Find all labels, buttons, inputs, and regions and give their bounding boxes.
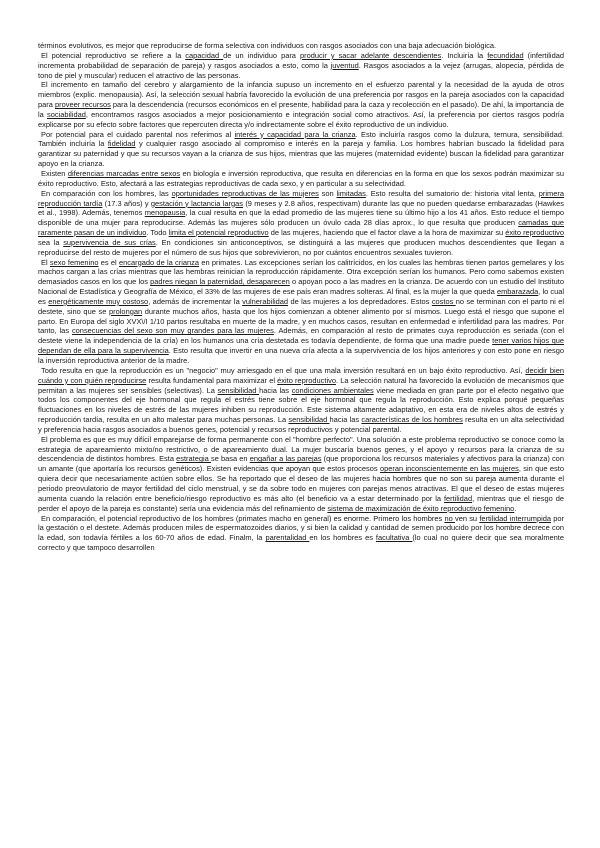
paragraph [38, 80, 564, 129]
text-run: (lo cual no quiere decir que sea moralmente correcto y que tampoco desarrollen [38, 533, 564, 553]
text-run: por la gestación o el destete. Además producen miles de espermatozoides diarios, y si bien la calidad y cantidad de semen producido por los hombre decrece con la edad, son todavía fértiles a los 60-70 años de edad. Finalm, la [38, 513, 564, 543]
underlined-text: fertilidad interrumpida [479, 513, 551, 523]
underlined-text: encargado de la crianza [119, 257, 200, 267]
text-run: Todo resulta en que la reproducción es un "negocio" muy arriesgado en el que una mala inversión resultará en un bajo éxito reproductivo. Así, [41, 365, 526, 375]
text-run: sea la [38, 237, 64, 247]
text-run: . Además, en comparación al resto de primates cuya reproducción es seriada (con el destete viene la independencia de la cría) en los humanos una cría destetada es todavía dependiente, de forma que una madre puede [38, 326, 564, 346]
document-body [38, 41, 564, 553]
underlined-text: limitadas [336, 188, 366, 198]
text-run: . Rasgos asociados a la vejez (arrugas, alopecia, pérdida de tono de piel y muscular) reducen el atractivo de las personas. [38, 60, 564, 80]
underlined-text: limita el potencial reproductivo [168, 228, 269, 238]
underlined-text: sociabilidad [47, 109, 86, 119]
underlined-text: sensibilidad [288, 415, 330, 425]
underlined-text: fertilidad [443, 493, 473, 503]
text-run: términos evolutivos, es mejor que reproducirse de forma selectiva con individuos con rasgos asociados con una baja adecuación biológica. [38, 41, 497, 50]
paragraph [38, 258, 564, 366]
text-run: El potencial reproductivo se refiere a la [41, 50, 186, 60]
underlined-text: interés y capacidad para la crianza [234, 129, 356, 139]
underlined-text: diferencias marcadas entre sexos [67, 168, 181, 178]
underlined-text: gestación y lactancia largas [150, 198, 244, 208]
text-run: . Esto incluiría rasgos como la dulzura, ternura, sensibilidad. También incluiría la [38, 129, 564, 149]
paragraph [38, 366, 564, 435]
underlined-text: costos [431, 296, 456, 306]
underlined-text: decidir bien cuándo y con quién reproducirse [38, 365, 564, 385]
underlined-text: engañar a las parejas [249, 454, 322, 464]
text-run: hacia las [259, 385, 292, 395]
text-run: (17.3 años) y [102, 198, 151, 208]
underlined-text: parentalidad [265, 533, 310, 543]
text-run: En comparación, el potencial reproductivo de los hombres (primates macho en general) es enorme. Primero los hombres [41, 513, 445, 523]
text-run: Existen [41, 168, 68, 178]
underlined-text: oportunidades reproductivas de las mujeres [171, 188, 319, 198]
underlined-text: sexo femenino [49, 257, 99, 267]
underlined-text: características de los hombres [361, 415, 463, 425]
text-run: El incremento en tamaño del cerebro y alargamiento de la infancia supuso un incremento en el esfuerzo parental y la necesidad de la ayuda de otros miembros (explic. menopausia). Así, la selección sexual habría favorecido la evolución de una preferencia por rasgos en la pareja asociados con la capacidad para [38, 80, 564, 110]
text-run: de las mujeres a los depredadores. Estos [288, 296, 432, 306]
text-run: hacia las [329, 415, 362, 425]
underlined-text: sistema de maximización de éxito reproductivo femenino [327, 503, 515, 513]
underlined-text: padres niegan la paternidad, desaparecen [150, 277, 290, 287]
text-run: viene mediada en gran parte por el efecto negativo que todos los componentes del eje hormonal que regula el estrés tiene sobre el eje hormonal que regula la reproducción. Esto explica porqué pequeñas fluctuaciones en los niveles de estrés de las mujeres inhiben su reproducción. Este sistema altamente adaptativo, en esta era de niveles altos de estrés y reproducción tardía, resulta en un alto malestar para muchas personas. La [38, 385, 565, 425]
underlined-text: vulnerabilidad [242, 296, 289, 306]
underlined-text: supervivencia de sus crías [63, 237, 156, 247]
text-run: , lo cual es [38, 287, 564, 306]
text-run: (que proporciona los recursos materiales y afectivos para la crianza) con un amante (que aportaría los recursos genéticos). Existen evidencias que apoyan que estos procesos [38, 454, 564, 474]
underlined-text: menopausia [144, 208, 186, 218]
text-run: no se terminan con el parto ni el destete, sino que se [38, 296, 565, 316]
underlined-text: condiciones ambientales [291, 385, 374, 395]
text-run: de las mujeres, haciendo que el factor clave a la hora de maximizar su [268, 228, 506, 238]
text-run: durante muchos años, hasta que los hijos comienzan a obtener alimento por sí mismos. Luego está el riesgo que supone el parto. En Europa del siglo XVX\/I 1/10 partos resultaba en muerte de la madre, y en muchos casos, resultan en enfermedad e infertilidad para las madres. Por tanto, las [38, 306, 564, 336]
text-run: y cualquier rasgo asociado al compromiso e interés en la pareja y familia. Los hombres habrían buscado la fidelidad para garantizar su paternidad y que su recursos vayan a la crianza de sus hijos, mientras que las mujeres (maternidad evidente) buscan la fidelidad para garantizar apoyo en la crianza. [38, 139, 564, 169]
text-run: se basa en [210, 454, 250, 464]
text-run: . Esto resulta del sumatorio de: historia vital lenta, [365, 188, 539, 198]
underlined-text: primera reproducción tardía [38, 188, 564, 208]
text-run: El [41, 257, 50, 267]
paragraph [38, 51, 564, 81]
text-run: (9 meses y 2.8 años, respectivam) durante las que no pueden quedarse embarazadas (Hawkes et al., 1998). Además, tenemos [38, 198, 565, 218]
paragraph [38, 435, 564, 514]
text-run: resulta fundamental para maximizar el [146, 375, 278, 385]
underlined-text: energéticamente muy costoso [48, 296, 149, 306]
paragraph [38, 169, 564, 189]
underlined-text: tener varios hijos que dependan de ella para la supervivencia [38, 336, 565, 356]
underlined-text: estrategia [176, 454, 211, 464]
text-run: . [514, 503, 517, 513]
underlined-text: fidelidad [107, 139, 136, 149]
underlined-text: no [444, 513, 455, 523]
underlined-text: juventud [330, 60, 359, 70]
underlined-text: proveer recursos [54, 100, 111, 110]
text-run: El problema es que es muy difícil emparejarse de forma permanente con el "hombre perfecto". Una solución a este problema reproductivo se conoce como la estrategia de apareamiento mixto/no restrictivo, o de apareamiento dual. La mujer buscaría buenos genes, y el apoyo y recursos para la crianza de su descendencia de distintos hombres. Esta [38, 434, 564, 464]
underlined-text: consecuencias del sexo son muy grandes para las mujeres [71, 326, 274, 336]
paragraph [38, 514, 564, 553]
text-run: , sin que esto quiera decir que necesariamente actúen sobre ellos. Se ha reportado que el deseo de las mujeres hacia hombres que no son su pareja aumenta durante el periodo preovulatorio de mayor fertilidad del ciclo menstrual, y se da sobre todo en mujeres con parejas menos atractivas. El que el deseo de estas mujeres aumenta cuando la relación entre beneficio/riesgo reproductivo es más alto (el beneficio va a estar determinado por la [38, 464, 564, 503]
text-run: es el [98, 257, 119, 267]
text-run: o apoyan poco a las madres en la crianza. De acuerdo con un estudio del Instituto Nacional de Estadística y Geografía de México, el 33% de las mujeres de ese país eran madres solteras. Al final, es la mujer la que queda [38, 277, 564, 297]
paragraph [38, 130, 564, 169]
underlined-text: operan inconscientemente en las mujeres [379, 464, 519, 474]
underlined-text: producir y sacar adelante descendientes [299, 50, 442, 60]
underlined-text: sensibilidad [217, 385, 260, 395]
underlined-text: prolongan [109, 306, 143, 316]
text-run: , mientras que el riesgo de perder el apoyo de la pareja es constante) sería una evidencia más del refinamiento de [38, 493, 564, 513]
text-run: . En condiciones sin anticonceptivos, se distinguirá a las mujeres que producen muchos descendientes que llegan a reproducirse del resto de mujeres por el número de sus hijos que sobrevivieron, no por cuántos encuentros sexuales tuvieron. [38, 237, 565, 257]
text-run: ven su [454, 513, 480, 523]
underlined-text: éxito reproductivo [505, 228, 564, 238]
underlined-text: éxito reproductivo [277, 375, 336, 385]
text-run: en primates. Las excepciones serían los calitrícidos, en los cuales las hembras tienen partos gemelares y los machos cargan a las crías mientras que las hembras reinician la reproducción rápidamente. Otra excepción serían los humanos. Pero como sabemos existen demasiados casos en los que los [38, 257, 565, 287]
paragraph [38, 189, 564, 258]
underlined-text: embarazada [496, 287, 539, 297]
text-run: Por potencial para el cuidado parental nos referimos al [41, 129, 235, 139]
text-run: en biología e inversión reproductiva, que resulta en diferencias en la forma en que los sexos podrán maximizar su éxito reproductivo. Esto, afectará a las estrategias reproductivas de cada sexo, y en particular a su selectividad. [38, 168, 565, 188]
underlined-text: facultativa [375, 533, 413, 543]
underlined-text: camadas que raramente pasan de un individuo [38, 218, 564, 238]
text-run: , la cual resulta en que la edad promedio de las mujeres tiene su último hijo a los 41 años. Esto reduce el tiempo disponible de una mujer para reproducirse. Además las mujeres sólo producen un óvulo cada 28 días aprox., lo que resulta que producen [38, 208, 564, 228]
text-run: resulta en un alta selectividad y preferencia hacia rasgos asociados a buenos genes, potencial y recursos reproductivos y potencial parental. [38, 415, 564, 434]
paragraph [38, 41, 564, 51]
text-run: . Incluiría la [441, 50, 488, 60]
underlined-text: fecundidad [487, 50, 524, 60]
text-run: , encontramos rasgos asociados a mejor posicionamiento e integración social como atractivos. Así, la preferencia por ciertos rasgos podría explicarse por su efecto sobre factores que repercuten directa y/o indirectamente sobre el éxito reproductivo de un individuo. [38, 109, 564, 129]
text-run: son [318, 188, 337, 198]
text-run: para la descendencia (recursos económicos en el presente, habilidad para la caza y recolección en el pasado). De ahí, la importancia de la [38, 100, 564, 119]
text-run: , además de incrementar la [148, 296, 243, 306]
text-run: . La selección natural ha favorecido la evolución de mecanismos que permitan a las mujeres ser sensibles (selectivas). La [38, 375, 564, 395]
text-run: de un individuo para [223, 50, 300, 60]
text-run: En comparación con los hombres, las [41, 188, 172, 198]
text-run: . Todo [146, 228, 169, 238]
text-run: . Esto resulta que invertir en una nueva cría afecta a la supervivencia de los hijos anteriores y con esto pone en riesgo la inversión reproductiva anterior de la madre. [38, 346, 564, 365]
text-run: en los hombres es [309, 533, 376, 543]
underlined-text: capacidad [185, 50, 224, 60]
text-run: (infertilidad incrementa probabilidad de separación de pareja) y rasgos asociados a esto, como la [38, 50, 564, 70]
